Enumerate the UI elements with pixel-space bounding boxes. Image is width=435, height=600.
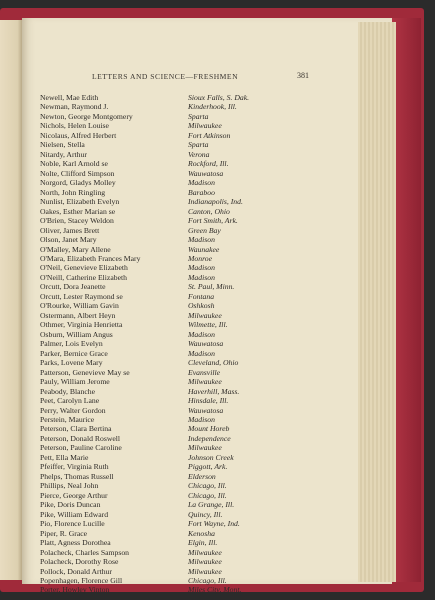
student-name: Pike, William Edward <box>40 509 109 519</box>
student-hometown: Madison <box>188 329 215 339</box>
student-hometown: Johnson Creek <box>188 452 234 462</box>
student-hometown: Elderson <box>188 471 216 481</box>
student-name: Nitardy, Arthur <box>40 149 87 159</box>
student-hometown: Rockford, Ill. <box>188 159 229 169</box>
student-hometown: Oshkosh <box>188 301 215 311</box>
student-hometown: Wauwatosa <box>188 168 224 178</box>
list-item <box>40 584 360 595</box>
student-name: Olson, Janet Mary <box>40 235 97 245</box>
student-hometown: Milwaukee <box>188 377 222 387</box>
student-name: Phillips, Neal John <box>40 481 99 491</box>
student-name: Polacheck, Dorothy Rose <box>40 557 119 567</box>
student-name: Pfeiffer, Virginia Ruth <box>40 462 109 472</box>
student-name: Peabody, Blanche <box>40 386 96 396</box>
student-hometown: Milwaukee <box>188 566 222 576</box>
student-name: Nolte, Clifford Simpson <box>40 168 115 178</box>
student-hometown: Indianapolis, Ind. <box>188 197 243 207</box>
student-name: Piper, R. Grace <box>40 528 88 538</box>
student-hometown: Green Bay <box>188 225 221 235</box>
student-hometown: Quincy, Ill. <box>188 509 223 519</box>
student-name: Orcutt, Dora Jeanette <box>40 282 106 292</box>
student-hometown: St. Paul, Minn. <box>188 282 235 292</box>
student-hometown: Milwaukee <box>188 557 222 567</box>
student-hometown: Hinsdale, Ill. <box>188 396 229 406</box>
student-hometown: Chicago, Ill. <box>188 575 227 585</box>
student-hometown: Sparta <box>188 140 209 150</box>
student-hometown: Milwaukee <box>188 547 222 557</box>
student-hometown: Elgin, Ill. <box>188 538 218 548</box>
student-name: O'Mara, Elizabeth Frances Mary <box>40 253 141 263</box>
page-number: 381 <box>297 71 309 80</box>
student-hometown: Sioux Falls, S. Dak. <box>188 93 250 102</box>
student-hometown: Kinderhook, Ill. <box>188 102 237 112</box>
student-hometown: Haverhill, Mass. <box>188 386 240 396</box>
student-hometown: Madison <box>188 235 215 245</box>
student-name: Porter, Howley Vinton <box>40 585 110 595</box>
student-hometown: Fort Smith, Ark. <box>188 216 238 226</box>
student-name: Parks, Lovene Mary <box>40 358 103 368</box>
student-hometown: Independence <box>188 433 231 443</box>
student-name: O'Rourke, William Gavin <box>40 301 119 311</box>
student-hometown: Fort Wayne, Ind. <box>188 519 240 529</box>
student-hometown: Piggott, Ark. <box>188 462 228 472</box>
student-name: Parker, Bernice Grace <box>40 348 108 358</box>
student-hometown: Canton, Ohio <box>188 206 230 216</box>
student-name: Ostermann, Albert Heyn <box>40 310 116 320</box>
student-hometown: Madison <box>188 348 215 358</box>
left-page-edge <box>0 20 22 580</box>
student-hometown: Madison <box>188 414 215 424</box>
student-name: North, John Ringling <box>40 187 106 197</box>
student-name: O'Neil, Genevieve Elizabeth <box>40 263 128 273</box>
student-name: Nicolaus, Alfred Herbert <box>40 130 117 140</box>
student-hometown: Fontana <box>188 291 215 301</box>
student-hometown: Milwaukee <box>188 310 222 320</box>
student-hometown: Milwaukee <box>188 121 222 131</box>
student-hometown: Madison <box>188 272 215 282</box>
student-name: Patterson, Genevieve May se <box>40 367 130 377</box>
student-hometown: Fort Atkinson <box>188 130 231 140</box>
student-name: Pio, Florence Lucille <box>40 519 105 529</box>
student-hometown: Milwaukee <box>188 443 222 453</box>
student-hometown: Verona <box>188 149 210 159</box>
student-name: Newman, Raymond J. <box>40 102 109 112</box>
student-name: Noble, Karl Arnold se <box>40 159 108 169</box>
student-name: Orcutt, Lester Raymond se <box>40 291 123 301</box>
student-hometown: Madison <box>188 178 215 188</box>
student-name: Oliver, James Brett <box>40 225 100 235</box>
student-name: Nichols, Helen Louise <box>40 121 109 131</box>
student-hometown: Miles City, Mont. <box>188 585 242 595</box>
student-hometown: Cleveland, Ohio <box>188 358 239 368</box>
student-hometown: Wauwatosa <box>188 339 224 349</box>
student-name: Pierce, George Arthur <box>40 490 108 500</box>
student-name: Nunlist, Elizabeth Evelyn <box>40 197 120 207</box>
student-name: Perry, Walter Gordon <box>40 405 106 415</box>
student-name: Peet, Carolyn Lane <box>40 396 100 406</box>
student-hometown: Baraboo <box>188 187 215 197</box>
student-hometown: Chicago, Ill. <box>188 490 227 500</box>
student-hometown: La Grange, Ill. <box>188 500 235 510</box>
student-name: Othmer, Virginia Henrietta <box>40 320 123 330</box>
running-head: LETTERS AND SCIENCE—FRESHMEN <box>92 72 239 81</box>
student-name: Palmer, Lois Evelyn <box>40 339 103 349</box>
student-name: O'Brien, Stacey Weldon <box>40 216 114 226</box>
student-hometown: Kenosha <box>188 528 215 538</box>
student-name: Pollock, Donald Arthur <box>40 566 112 576</box>
student-name: Platt, Agness Dorothea <box>40 538 111 548</box>
student-name: O'Malley, Mary Allene <box>40 244 111 254</box>
student-name: Newton, George Montgomery <box>40 111 133 121</box>
student-hometown: Sparta <box>188 111 209 121</box>
student-name: Polacheck, Charles Sampson <box>40 547 130 557</box>
student-hometown: Madison <box>188 263 215 273</box>
student-name: Newell, Mae Edith <box>40 93 99 102</box>
student-name: Pauly, William Jerome <box>40 377 110 387</box>
student-name: O'Neill, Catherine Elizabeth <box>40 272 127 282</box>
student-hometown: Monroe <box>188 253 213 263</box>
student-hometown: Waunakee <box>188 244 220 254</box>
student-hometown: Wilmette, Ill. <box>188 320 228 330</box>
student-name: Phelps, Thomas Russell <box>40 471 114 481</box>
student-name: Popenhagen, Florence Gill <box>40 575 123 585</box>
student-name: Pike, Doris Duncan <box>40 500 101 510</box>
student-hometown: Wauwatosa <box>188 405 224 415</box>
student-name: Pett, Ella Marie <box>40 452 89 462</box>
student-hometown: Mount Horeb <box>188 424 230 434</box>
student-name: Peterson, Donald Roswell <box>40 433 121 443</box>
student-name: Osburn, William Angus <box>40 329 113 339</box>
student-name: Norgord, Gladys Molley <box>40 178 116 188</box>
student-hometown: Evansville <box>188 367 221 377</box>
student-name: Nielsen, Stella <box>40 140 85 150</box>
student-name: Perstein, Maurice <box>40 414 95 424</box>
page-stack-edges <box>358 22 396 582</box>
student-hometown: Chicago, Ill. <box>188 481 227 491</box>
student-name: Oakes, Esther Marian se <box>40 206 116 216</box>
student-name: Peterson, Clara Bertina <box>40 424 112 434</box>
student-name: Peterson, Pauline Caroline <box>40 443 122 453</box>
